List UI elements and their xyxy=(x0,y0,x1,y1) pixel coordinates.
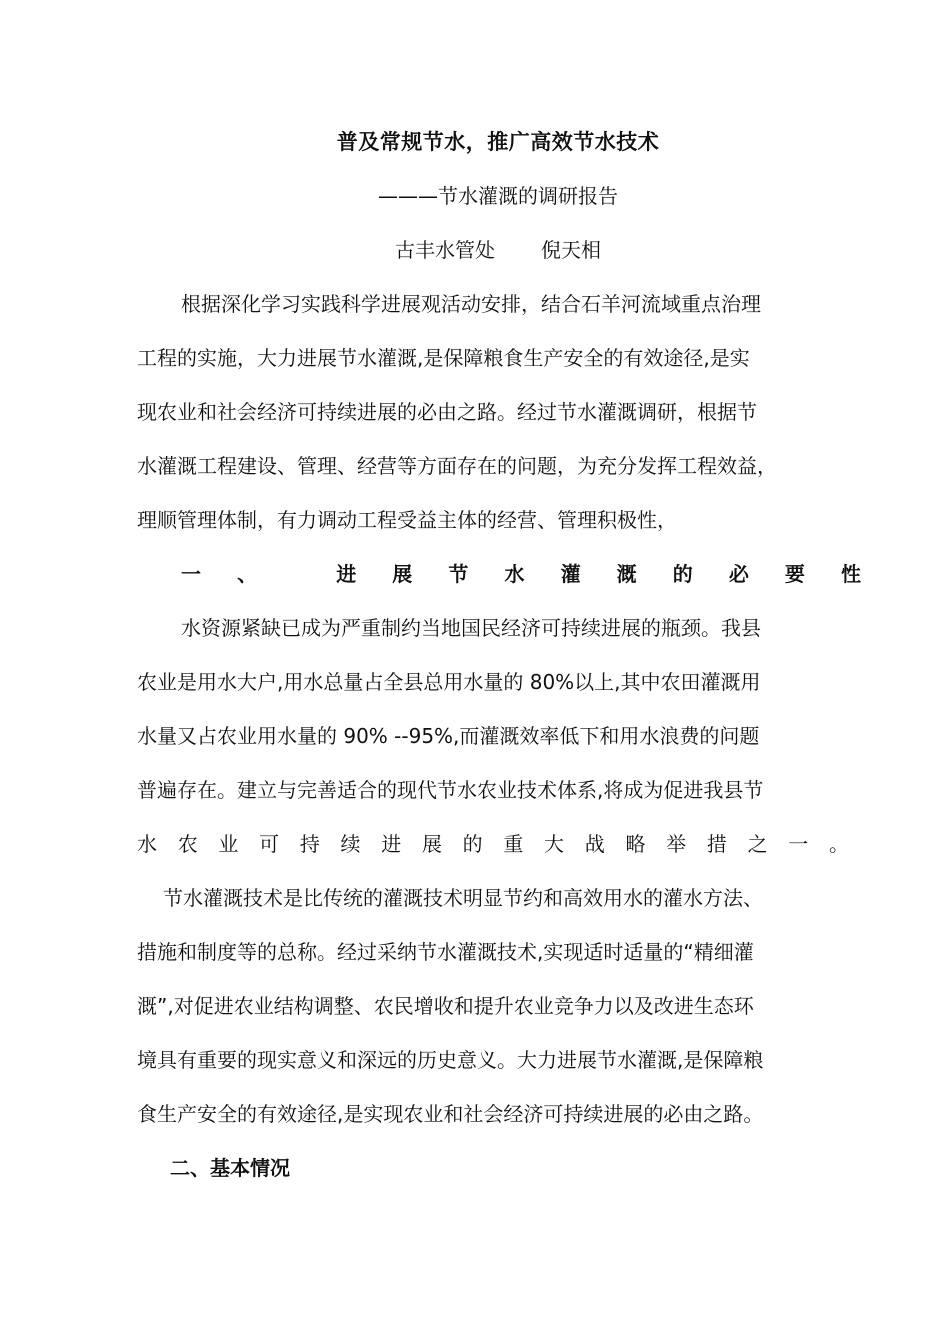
paragraph-2-line: 普遍存在。建立与完善适合的现代节水农业技术体系,将成为促进我县节 xyxy=(137,778,764,802)
author-name: 倪天相 xyxy=(541,238,601,262)
paragraph-1-line: 水灌溉工程建设、管理、经营等方面存在的问题，为充分发挥工程效益， xyxy=(137,454,777,478)
author-org: 古丰水管处 xyxy=(395,238,495,262)
paragraph-2-line: 水农业可持续进展的重大战略举措之一。 xyxy=(137,832,849,856)
paragraph-1-line: 理顺管理体制，有力调动工程受益主体的经营、管理积极性， xyxy=(137,508,677,532)
paragraph-2-line: 水资源紧缺已成为严重制约当地国民经济可持续进展的瓶颈。我县 xyxy=(181,616,761,640)
paragraph-3-line: 食生产安全的有效途径,是实现农业和社会经济可持续进展的必由之路。 xyxy=(137,1102,764,1126)
paragraph-3-line: 措施和制度等的总称。经过采纳节水灌溉技术,实现适时适量的“精细灌 xyxy=(137,940,754,964)
author-line xyxy=(0,232,950,268)
paragraph-2-line: 农业是用水大户,用水总量占全县总用水量的 80%以上,其中农田灌溉用 xyxy=(137,670,761,694)
document-subtitle: ———节水灌溉的调研报告 xyxy=(378,184,618,208)
paragraph-1-line: 工程的实施，大力进展节水灌溉,是保障粮食生产安全的有效途径,是实 xyxy=(137,346,750,370)
paragraph-3-line: 节水灌溉技术是比传统的灌溉技术明显节约和高效用水的灌水方法、 xyxy=(163,886,763,910)
document-title: 普及常规节水，推广高效节水技术 xyxy=(336,130,660,154)
section-2-heading: 二、基本情况 xyxy=(170,1156,290,1180)
paragraph-3-line: 境具有重要的现实意义和深远的历史意义。大力进展节水灌溉,是保障粮 xyxy=(137,1048,764,1072)
paragraph-3-line: 溉”,对促进农业结构调整、农民增收和提升农业竞争力以及改进生态环 xyxy=(137,994,754,1018)
section-1-heading: 一、 进展节水灌溉的必要性 xyxy=(181,562,861,586)
paragraph-1-line: 根据深化学习实践科学进展观活动安排，结合石羊河流域重点治理 xyxy=(181,292,761,316)
paragraph-1-line: 现农业和社会经济可持续进展的必由之路。经过节水灌溉调研，根据节 xyxy=(137,400,757,424)
paragraph-2-line: 水量又占农业用水量的 90% --95%,而灌溉效率低下和用水浪费的问题 xyxy=(137,724,760,748)
